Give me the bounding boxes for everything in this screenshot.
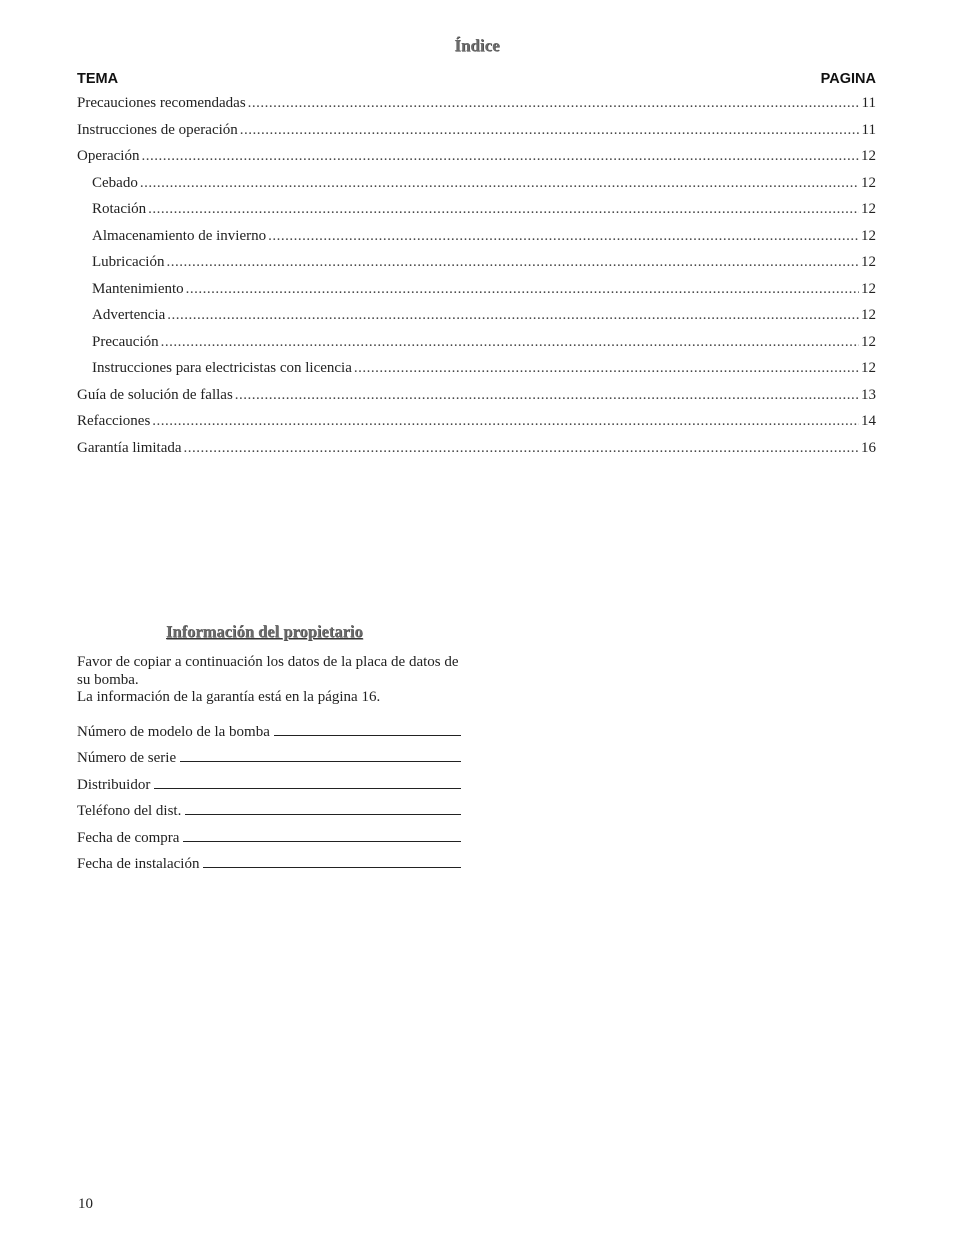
toc-entry bbox=[77, 228, 876, 255]
toc-leader-dots bbox=[186, 281, 859, 298]
toc-entry bbox=[77, 201, 876, 228]
owner-field-label: Distribuidor bbox=[77, 776, 151, 793]
owner-intro-line-2: La información de la garantía está en la página 16. bbox=[77, 689, 381, 705]
toc-entry-page: 11 bbox=[861, 95, 876, 111]
owner-field-blank-line[interactable] bbox=[274, 734, 461, 736]
toc-entry-label: Guía de solución de fallas bbox=[77, 386, 233, 403]
owner-field-blank-line[interactable] bbox=[180, 760, 461, 762]
owner-field-label: Número de modelo de la bomba bbox=[77, 723, 270, 740]
table-of-contents bbox=[77, 95, 876, 466]
toc-leader-dots bbox=[184, 440, 859, 457]
toc-entry-label: Precauciones recomendadas bbox=[77, 95, 246, 111]
owner-field-label: Número de serie bbox=[77, 750, 177, 766]
owner-field-row bbox=[77, 794, 461, 821]
toc-entry bbox=[77, 307, 876, 334]
owner-field-row bbox=[77, 767, 461, 794]
toc-entry-label: Lubricación bbox=[92, 254, 165, 270]
owner-field-row bbox=[77, 847, 461, 874]
toc-entry bbox=[77, 175, 876, 202]
toc-entry-label: Garantía limitada bbox=[77, 439, 182, 456]
toc-entry-label: Almacenamiento de invierno bbox=[92, 227, 267, 244]
owner-field-blank-line[interactable] bbox=[185, 813, 461, 815]
owner-field-row bbox=[77, 714, 461, 741]
toc-leader-dots bbox=[240, 122, 860, 139]
toc-entry-page: 12 bbox=[861, 280, 876, 297]
toc-leader-dots bbox=[235, 387, 859, 404]
toc-entry bbox=[77, 413, 876, 440]
owner-field-label: Teléfono del dist. bbox=[77, 803, 182, 819]
toc-entry-page: 12 bbox=[861, 227, 876, 244]
toc-entry-label: Refacciones bbox=[77, 413, 151, 429]
toc-entry-label: Cebado bbox=[92, 174, 138, 191]
owner-intro-line-1: Favor de copiar a continuación los datos de la placa de datos de su bomba. bbox=[77, 654, 459, 688]
toc-entry-label: Instrucciones para electricistas con licencia bbox=[92, 360, 352, 376]
toc-header bbox=[77, 71, 876, 87]
toc-entry-page: 12 bbox=[861, 174, 876, 191]
toc-entry-label: Precaución bbox=[92, 333, 159, 350]
toc-entry bbox=[77, 334, 876, 361]
toc-leader-dots bbox=[141, 148, 859, 165]
toc-entry-label: Operación bbox=[77, 148, 140, 164]
toc-entry bbox=[77, 95, 876, 122]
toc-leader-dots bbox=[167, 307, 859, 324]
owner-info-title: Información del propietario bbox=[166, 622, 363, 641]
toc-leader-dots bbox=[152, 413, 859, 430]
page-number: 10 bbox=[78, 1196, 93, 1212]
toc-entry-page: 12 bbox=[861, 148, 876, 164]
toc-leader-dots bbox=[354, 360, 859, 377]
owner-field-label: Fecha de instalación bbox=[77, 856, 200, 872]
toc-leader-dots bbox=[140, 175, 859, 192]
toc-entry bbox=[77, 122, 876, 149]
toc-entry bbox=[77, 387, 876, 414]
owner-field-label: Fecha de compra bbox=[77, 829, 180, 846]
toc-entry-page: 13 bbox=[861, 386, 876, 403]
toc-leader-dots bbox=[166, 254, 859, 271]
toc-header-page: PAGINA bbox=[820, 71, 876, 87]
toc-leader-dots bbox=[148, 201, 859, 218]
toc-entry-label: Advertencia bbox=[92, 307, 166, 323]
toc-entry-label: Instrucciones de operación bbox=[77, 121, 238, 138]
toc-entry bbox=[77, 148, 876, 175]
owner-field-row bbox=[77, 741, 461, 768]
toc-entry-label: Mantenimiento bbox=[92, 280, 184, 297]
toc-entry-page: 16 bbox=[861, 439, 876, 456]
toc-entry-label: Rotación bbox=[92, 201, 147, 217]
toc-entry bbox=[77, 440, 876, 467]
page-title: Índice bbox=[454, 36, 500, 55]
toc-entry-page: 12 bbox=[861, 201, 876, 217]
owner-info-fields bbox=[77, 714, 461, 873]
toc-entry bbox=[77, 281, 876, 308]
owner-info-intro bbox=[77, 654, 462, 707]
toc-leader-dots bbox=[268, 228, 859, 245]
owner-field-blank-line[interactable] bbox=[154, 787, 461, 789]
owner-field-blank-line[interactable] bbox=[203, 866, 461, 868]
toc-entry bbox=[77, 360, 876, 387]
toc-entry-page: 12 bbox=[861, 254, 876, 270]
toc-entry-page: 12 bbox=[861, 307, 876, 323]
toc-leader-dots bbox=[248, 95, 860, 112]
toc-entry-page: 12 bbox=[861, 360, 876, 376]
toc-entry-page: 14 bbox=[861, 413, 876, 429]
owner-field-row bbox=[77, 820, 461, 847]
toc-entry-page: 12 bbox=[861, 333, 876, 350]
toc-entry bbox=[77, 254, 876, 281]
toc-entry-page: 11 bbox=[861, 121, 876, 138]
toc-leader-dots bbox=[161, 334, 859, 351]
toc-header-topic: TEMA bbox=[77, 71, 119, 87]
owner-field-blank-line[interactable] bbox=[183, 840, 461, 842]
